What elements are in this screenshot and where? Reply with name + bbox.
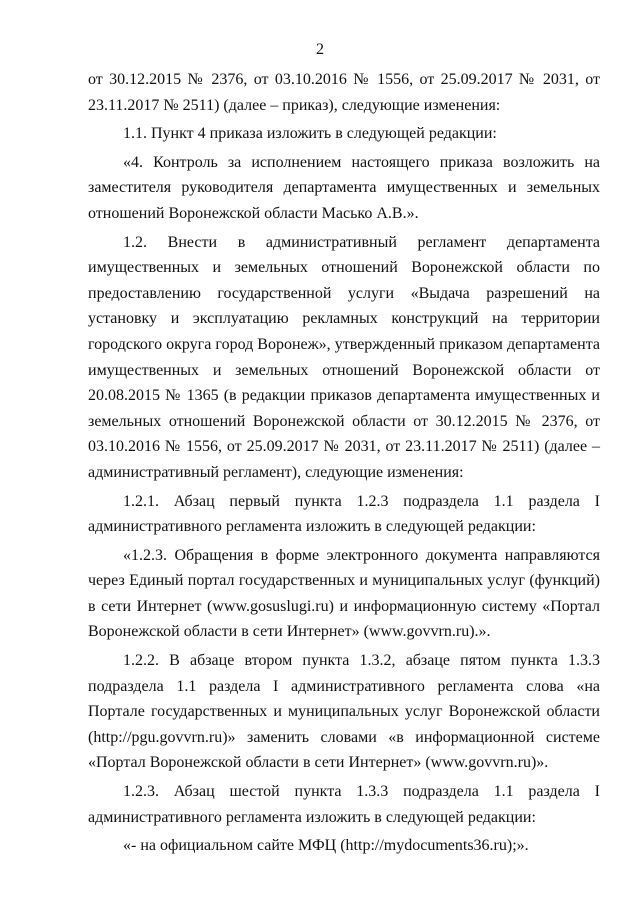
paragraph-1-2-3: 1.2.3. Абзац шестой пункта 1.3.3 подраздела 1.1 раздела I административного регламента изложить в следующей редакции:: [88, 783, 600, 826]
paragraph-1-2-1: 1.2.1. Абзац первый пункта 1.2.3 подраздела 1.1 раздела I административного регламента изложить в следующей редакции:: [88, 492, 600, 536]
paragraph-1-1: 1.1. Пункт 4 приказа изложить в следующей редакции:: [123, 125, 497, 143]
paragraph-1-2: 1.2. Внести в административный регламент департамента имущественных и земельных отношений Воронежской области по предоставлению государственной услуги «Выдача разрешений на установку и эксплуатацию рекламных конструкций на территории городского округа город Воронеж», утвержденный приказом департамента имущественных и земельных отношений Воронежской области от 20.08.2015 № 1365 (в редакции приказов департамента имущественных и земельных отношений Воронежской области от 30.12.2015 № 2376, от 03.10.2016 № 1556, от 25.09.2017 № 2031, от 23.11.2017 № 2511) (далее – административный регламент), следующие изменения:: [88, 233, 600, 481]
document-body: [88, 67, 600, 859]
paragraph-1-2-2: 1.2.2. В абзаце втором пункта 1.3.2, абзаце пятом пункта 1.3.3 подраздела 1.1 раздела I административного регламента слова «на Портале государственных и муниципальных услуг Воронежской области (http://pgu.govvrn.ru)» заменить словами «в информационной системе «Портал Воронежской области в сети Интернет» (www.govvrn.ru)».: [88, 652, 600, 772]
paragraph-quote-mfc: «- на официальном сайте МФЦ (http://mydocuments36.ru);».: [123, 837, 529, 855]
paragraph-quote-1-2-3: «1.2.3. Обращения в форме электронного документа направляются через Единый портал государственных и муниципальных услуг (функций) в сети Интернет (www.gosuslugi.ru) и информационную систему «Портал Воронежской области в сети Интернет» (www.govvrn.ru).».: [88, 546, 600, 641]
paragraph-quote-4: «4. Контроль за исполнением настоящего приказа возложить на заместителя руководителя департамента имущественных и земельных отношений Воронежской области Масько А.В.».: [88, 153, 600, 222]
paragraph-intro-continuation: от 30.12.2015 № 2376, от 03.10.2016 № 1556, от 25.09.2017 № 2031, от 23.11.2017 № 2511) (далее – приказ), следующие изменения:: [88, 71, 600, 114]
page-number: 2: [316, 41, 324, 58]
